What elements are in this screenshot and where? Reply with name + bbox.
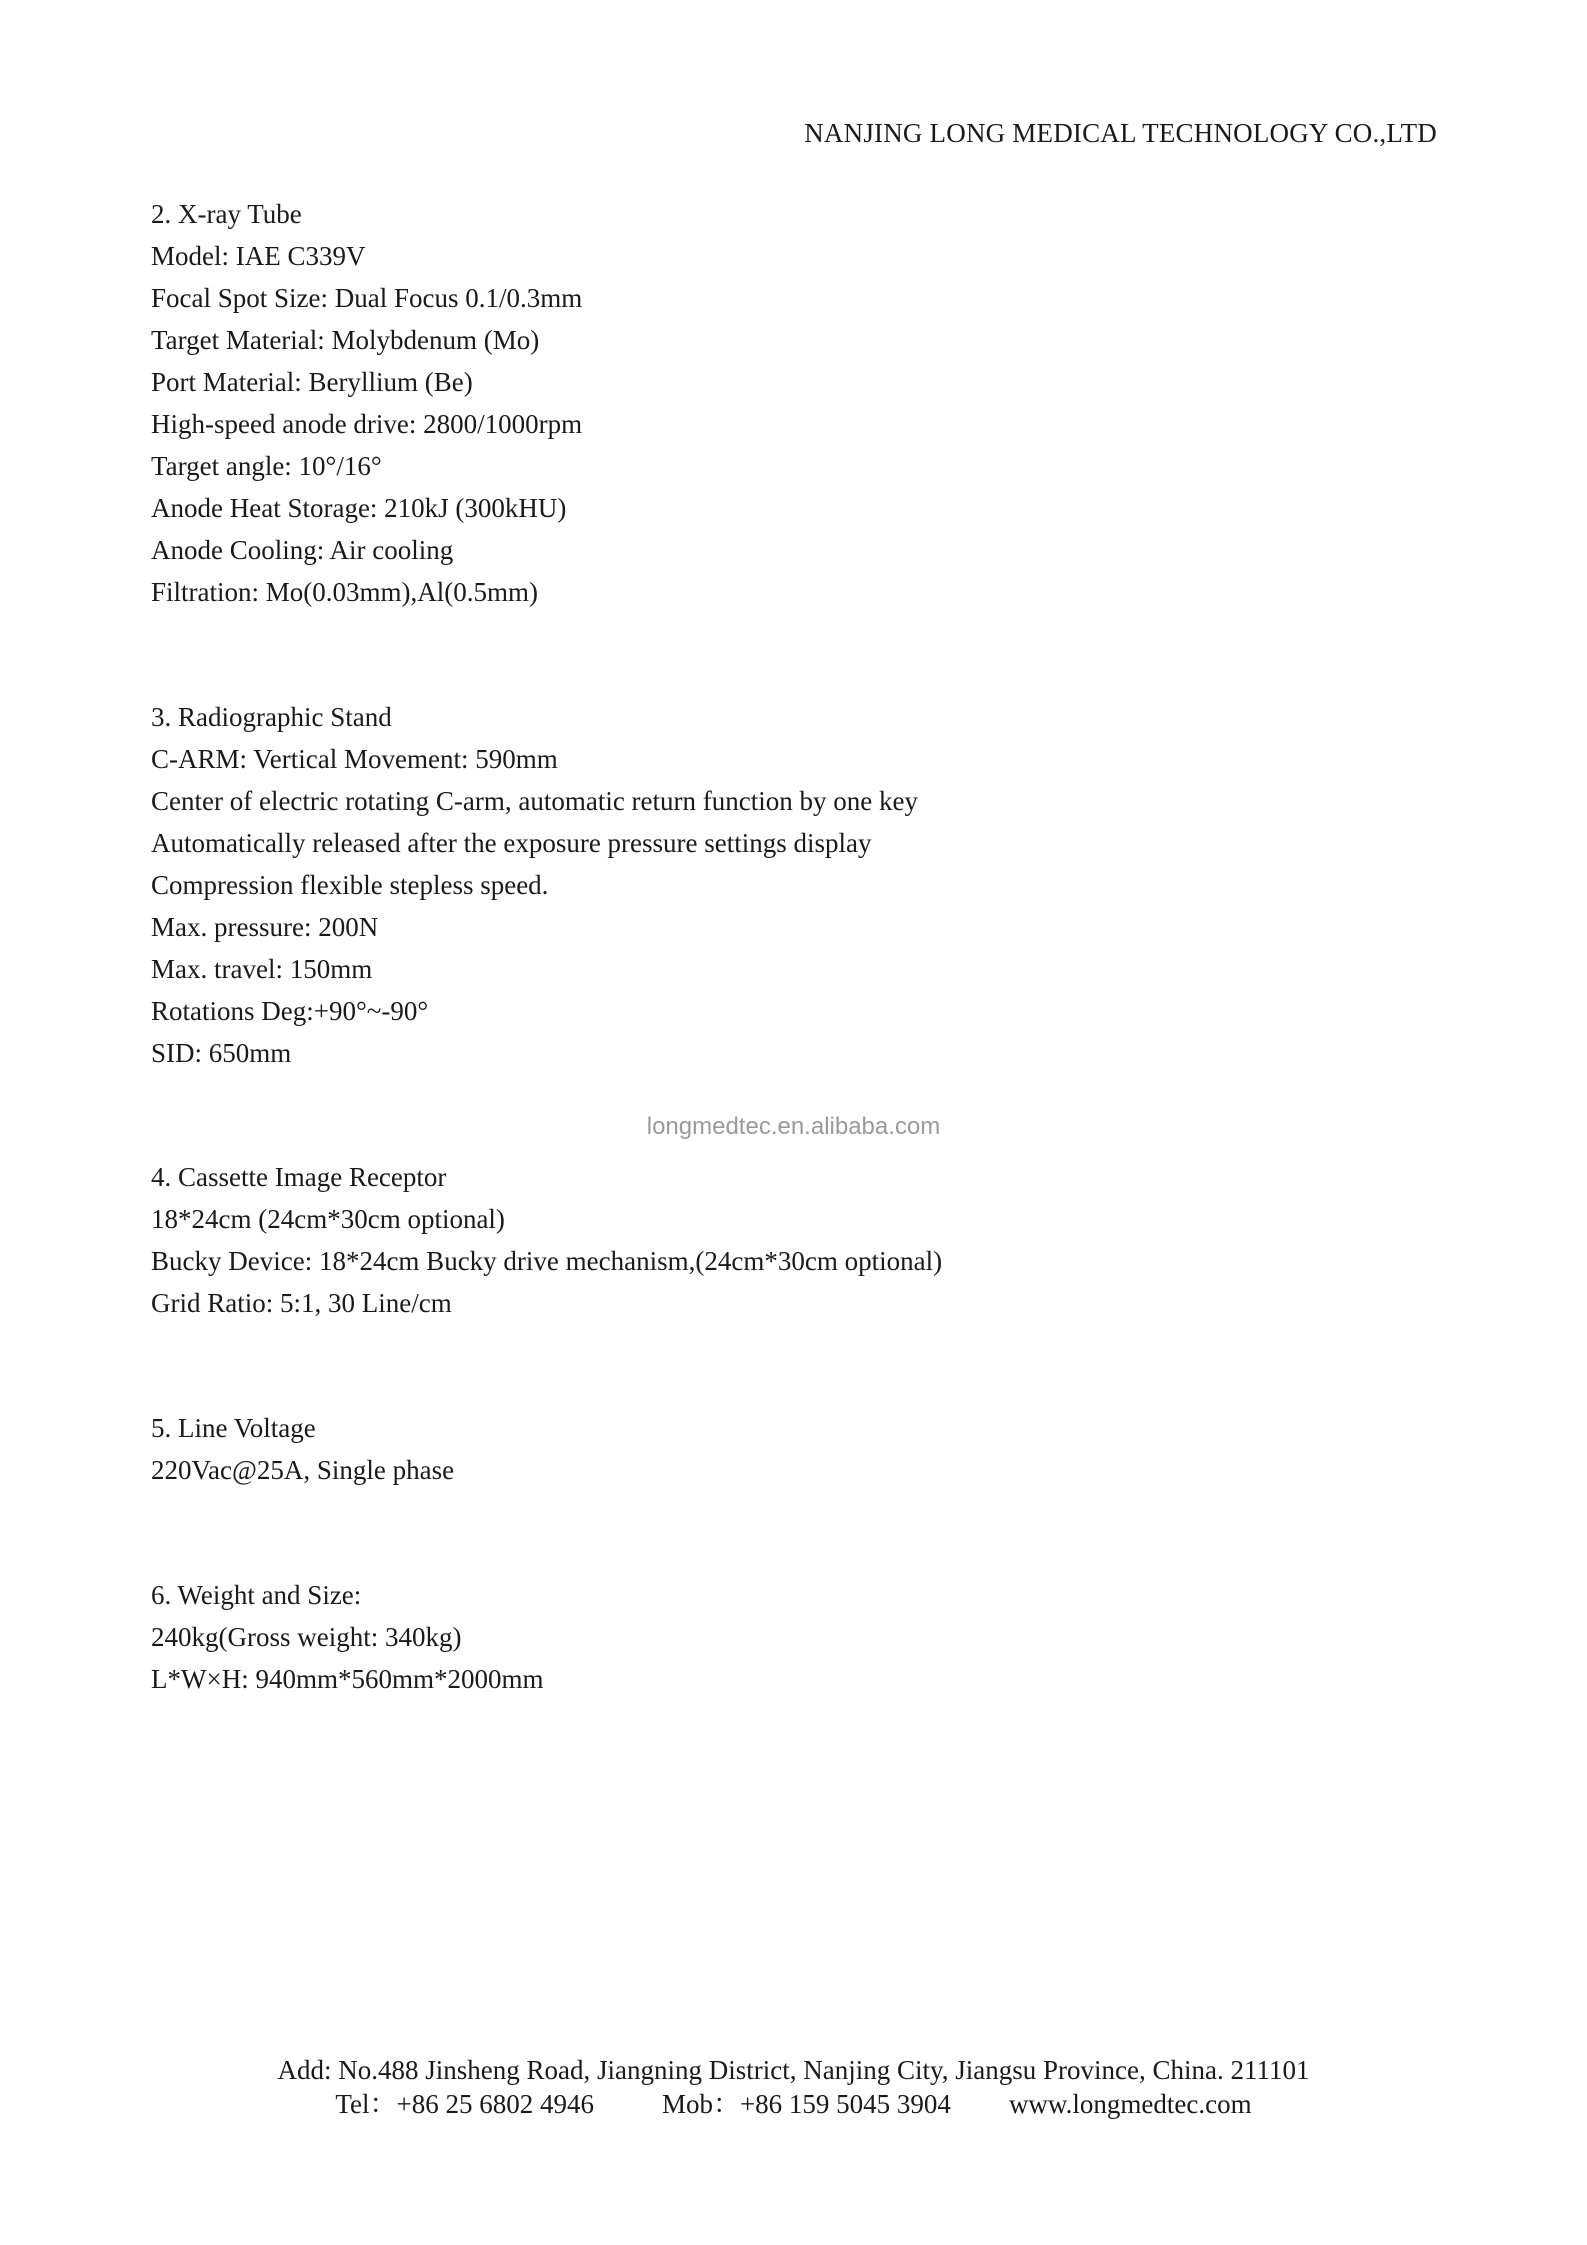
spec-sid: SID: 650mm <box>151 1038 292 1068</box>
spec-max-travel: Max. travel: 150mm <box>151 954 373 984</box>
spec-port-material: Port Material: Beryllium (Be) <box>151 367 473 397</box>
watermark-text: longmedtec.en.alibaba.com <box>646 1113 941 1140</box>
section-title-weight-size: 6. Weight and Size: <box>151 1580 362 1610</box>
spec-anode-drive: High-speed anode drive: 2800/1000rpm <box>151 409 583 439</box>
footer-address: Add: No.488 Jinsheng Road, Jiangning District, Nanjing City, Jiangsu Province, China. 211101 <box>277 2055 1310 2085</box>
spec-auto-release: Automatically released after the exposure pressure settings display <box>151 828 872 858</box>
spec-compression: Compression flexible stepless speed. <box>151 870 549 900</box>
footer-mob: Mob：+86 159 5045 3904 <box>661 2089 951 2119</box>
spec-grid-ratio: Grid Ratio: 5:1, 30 Line/cm <box>151 1288 452 1318</box>
spec-max-pressure: Max. pressure: 200N <box>151 912 379 942</box>
spec-filtration: Filtration: Mo(0.03mm),Al(0.5mm) <box>151 577 538 607</box>
spec-cassette-size: 18*24cm (24cm*30cm optional) <box>151 1204 505 1234</box>
footer-contact <box>0 2087 1587 2121</box>
spec-heat-storage: Anode Heat Storage: 210kJ (300kHU) <box>151 493 567 523</box>
spec-dimensions: L*W×H: 940mm*560mm*2000mm <box>151 1664 544 1694</box>
spec-focal-spot: Focal Spot Size: Dual Focus 0.1/0.3mm <box>151 283 583 313</box>
footer-tel: Tel：+86 25 6802 4946 <box>335 2089 594 2119</box>
section-title-xray-tube: 2. X-ray Tube <box>151 199 302 229</box>
section-title-radiographic-stand: 3. Radiographic Stand <box>151 702 392 732</box>
spec-bucky-device: Bucky Device: 18*24cm Bucky drive mechanism,(24cm*30cm optional) <box>151 1246 943 1276</box>
spec-weight: 240kg(Gross weight: 340kg) <box>151 1622 462 1652</box>
spec-carm-vertical: C-ARM: Vertical Movement: 590mm <box>151 744 558 774</box>
spec-target-angle: Target angle: 10°/16° <box>151 451 382 481</box>
spec-rotations: Rotations Deg:+90°~-90° <box>151 996 429 1026</box>
spec-anode-cooling: Anode Cooling: Air cooling <box>151 535 454 565</box>
spec-carm-center: Center of electric rotating C-arm, automatic return function by one key <box>151 786 918 816</box>
footer-website: www.longmedtec.com <box>1008 2089 1252 2119</box>
section-title-cassette: 4. Cassette Image Receptor <box>151 1162 447 1192</box>
spec-model: Model: IAE C339V <box>151 241 366 271</box>
section-title-line-voltage: 5. Line Voltage <box>151 1413 316 1443</box>
spec-target-material: Target Material: Molybdenum (Mo) <box>151 325 540 355</box>
spec-line-voltage: 220Vac@25A, Single phase <box>151 1455 455 1485</box>
company-header: NANJING LONG MEDICAL TECHNOLOGY CO.,LTD <box>804 118 1437 148</box>
